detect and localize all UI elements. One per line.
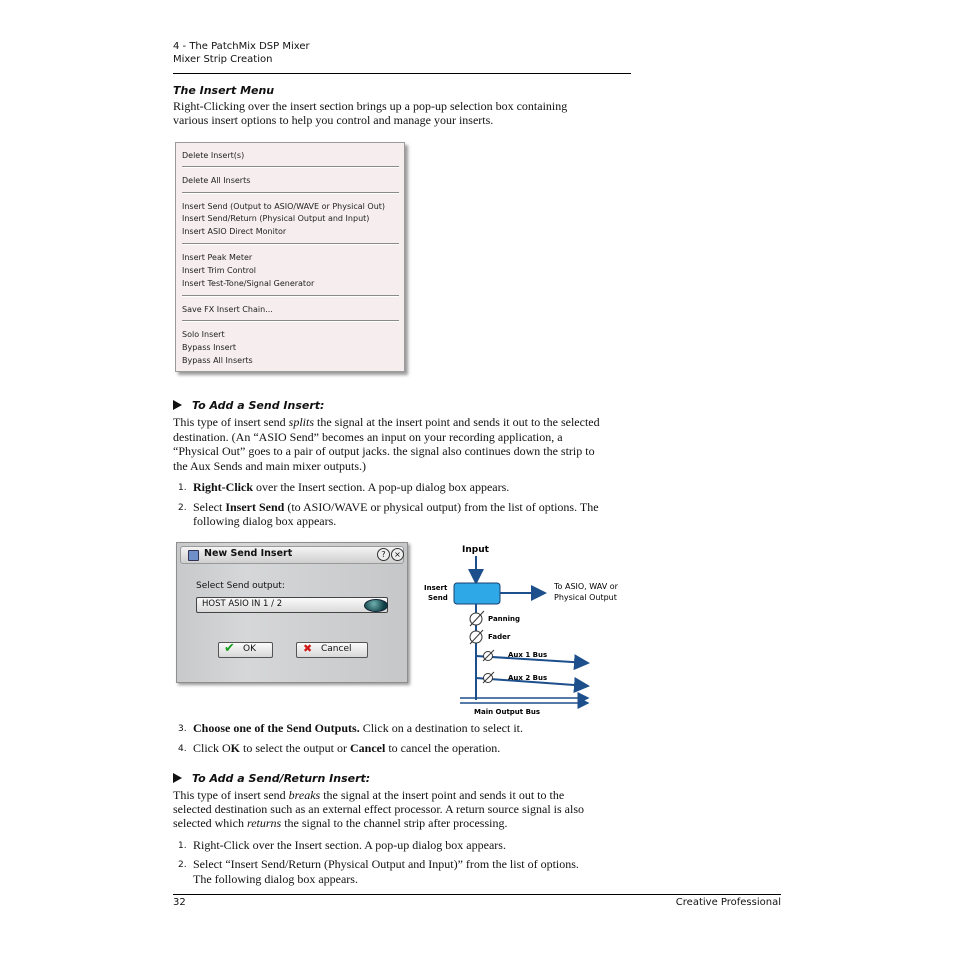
- select-send-output-label: Select Send output:: [196, 581, 285, 591]
- main-output-bus-label: Main Output Bus: [474, 708, 541, 716]
- cancel-button[interactable]: [296, 642, 368, 658]
- close-icon[interactable]: ×: [391, 548, 404, 561]
- footer-rule: [173, 894, 781, 895]
- menu-item-insert-send-return[interactable]: Insert Send/Return (Physical Output and Input): [182, 214, 370, 223]
- dialog-title: New Send Insert: [204, 548, 293, 559]
- menu-item-bypass-all-inserts[interactable]: Bypass All Inserts: [182, 356, 253, 365]
- send-return-para-2: selected destination such as an external effect processor. A return source signal is also: [173, 802, 584, 816]
- insert-menu-intro-1: Right-Clicking over the insert section brings up a pop-up selection box containing: [173, 99, 568, 113]
- section-header: Mixer Strip Creation: [173, 54, 273, 65]
- menu-item-insert-peak-meter[interactable]: Insert Peak Meter: [182, 253, 253, 262]
- fader-label: Fader: [488, 633, 511, 641]
- aux2-bus-label: Aux 2 Bus: [508, 674, 548, 682]
- cancel-button-label: Cancel: [321, 644, 352, 654]
- insert-label: Insert: [424, 584, 448, 592]
- menu-separator: [182, 295, 399, 297]
- header-rule: [173, 73, 631, 74]
- insert-menu-intro-2: various insert options to help you control and manage your inserts.: [173, 113, 494, 127]
- menu-separator: [182, 166, 399, 168]
- step-number: 2.: [178, 860, 187, 870]
- step-number: 2.: [178, 503, 187, 513]
- send-return-para-3: selected which returns the signal to the channel strip after processing.: [173, 816, 508, 830]
- menu-separator: [182, 192, 399, 194]
- send-insert-step-4: Click OK to select the output or Cancel to cancel the operation.: [193, 741, 501, 755]
- insert-popup-menu: [175, 142, 405, 372]
- ok-button[interactable]: [218, 642, 273, 658]
- send-insert-para-1: This type of insert send splits the signal at the insert point and sends it out to the selected: [173, 415, 600, 429]
- send-label: Send: [428, 594, 448, 602]
- dropdown-knob-icon[interactable]: [364, 599, 388, 612]
- page-number: 32: [173, 897, 186, 908]
- menu-separator: [182, 243, 399, 245]
- help-icon[interactable]: ?: [377, 548, 390, 561]
- to-asio-label: To ASIO, WAV or: [554, 582, 618, 591]
- send-insert-para-3: “Physical Out” goes to a pair of output jacks. the signal also continues down the strip to: [173, 444, 595, 458]
- checkmark-icon: ✔: [224, 641, 235, 656]
- menu-item-save-fx-insert-chain[interactable]: Save FX Insert Chain...: [182, 305, 273, 314]
- menu-item-delete-insert[interactable]: Delete Insert(s): [182, 151, 245, 160]
- send-insert-step-2-cont: following dialog box appears.: [193, 514, 337, 528]
- ok-button-label: OK: [243, 644, 256, 654]
- diagram-input-label: Input: [462, 545, 489, 555]
- menu-item-insert-send[interactable]: Insert Send (Output to ASIO/WAVE or Physical Out): [182, 202, 386, 211]
- menu-item-delete-all-inserts[interactable]: Delete All Inserts: [182, 176, 251, 185]
- publisher-name: Creative Professional: [675, 897, 781, 908]
- selected-output-value: HOST ASIO IN 1 / 2: [202, 599, 283, 609]
- panning-label: Panning: [488, 615, 521, 623]
- cancel-x-icon: ✖: [303, 642, 313, 655]
- insert-send-box: [454, 583, 500, 604]
- send-insert-para-2: destination. (An “ASIO Send” becomes an input on your recording application, a: [173, 430, 563, 444]
- step-number: 3.: [178, 724, 187, 734]
- send-return-step-1: Right-Click over the Insert section. A pop-up dialog box appears.: [193, 838, 506, 852]
- step-number: 1.: [178, 483, 187, 493]
- send-return-heading: To Add a Send/Return Insert:: [192, 772, 371, 785]
- send-insert-para-4: the Aux Sends and main mixer outputs.): [173, 459, 366, 473]
- aux1-bus-label: Aux 1 Bus: [508, 651, 548, 659]
- menu-item-insert-test-tone[interactable]: Insert Test-Tone/Signal Generator: [182, 279, 315, 288]
- step-number: 1.: [178, 841, 187, 851]
- dialog-title-bar: [180, 546, 404, 564]
- menu-item-insert-trim-control[interactable]: Insert Trim Control: [182, 266, 256, 275]
- triangle-bullet-icon: [173, 400, 182, 410]
- menu-separator: [182, 320, 399, 322]
- menu-item-solo-insert[interactable]: Solo Insert: [182, 330, 225, 339]
- triangle-bullet-icon: [173, 773, 182, 783]
- step-number: 4.: [178, 744, 187, 754]
- dialog-menu-icon[interactable]: [188, 550, 199, 561]
- chapter-header: 4 - The PatchMix DSP Mixer: [173, 41, 310, 52]
- send-output-select[interactable]: [196, 597, 388, 613]
- insert-menu-heading: The Insert Menu: [173, 84, 275, 97]
- send-insert-step-2: Select Insert Send (to ASIO/WAVE or physical output) from the list of options. The: [193, 500, 599, 514]
- menu-item-bypass-insert[interactable]: Bypass Insert: [182, 343, 237, 352]
- send-return-para-1: This type of insert send breaks the signal at the insert point and sends it out to the: [173, 788, 565, 802]
- physical-output-label: Physical Output: [554, 593, 617, 602]
- send-insert-step-1: Right-Click over the Insert section. A pop-up dialog box appears.: [193, 480, 510, 494]
- new-send-insert-dialog: [176, 542, 408, 683]
- send-return-step-2: Select “Insert Send/Return (Physical Output and Input)” from the list of options.: [193, 857, 579, 871]
- send-return-step-2-cont: The following dialog box appears.: [193, 872, 358, 886]
- send-insert-heading: To Add a Send Insert:: [192, 399, 325, 412]
- send-insert-step-3: Choose one of the Send Outputs. Click on a destination to select it.: [193, 721, 524, 735]
- menu-item-insert-asio-direct-monitor[interactable]: Insert ASIO Direct Monitor: [182, 227, 287, 236]
- send-insert-signal-diagram: [420, 540, 630, 720]
